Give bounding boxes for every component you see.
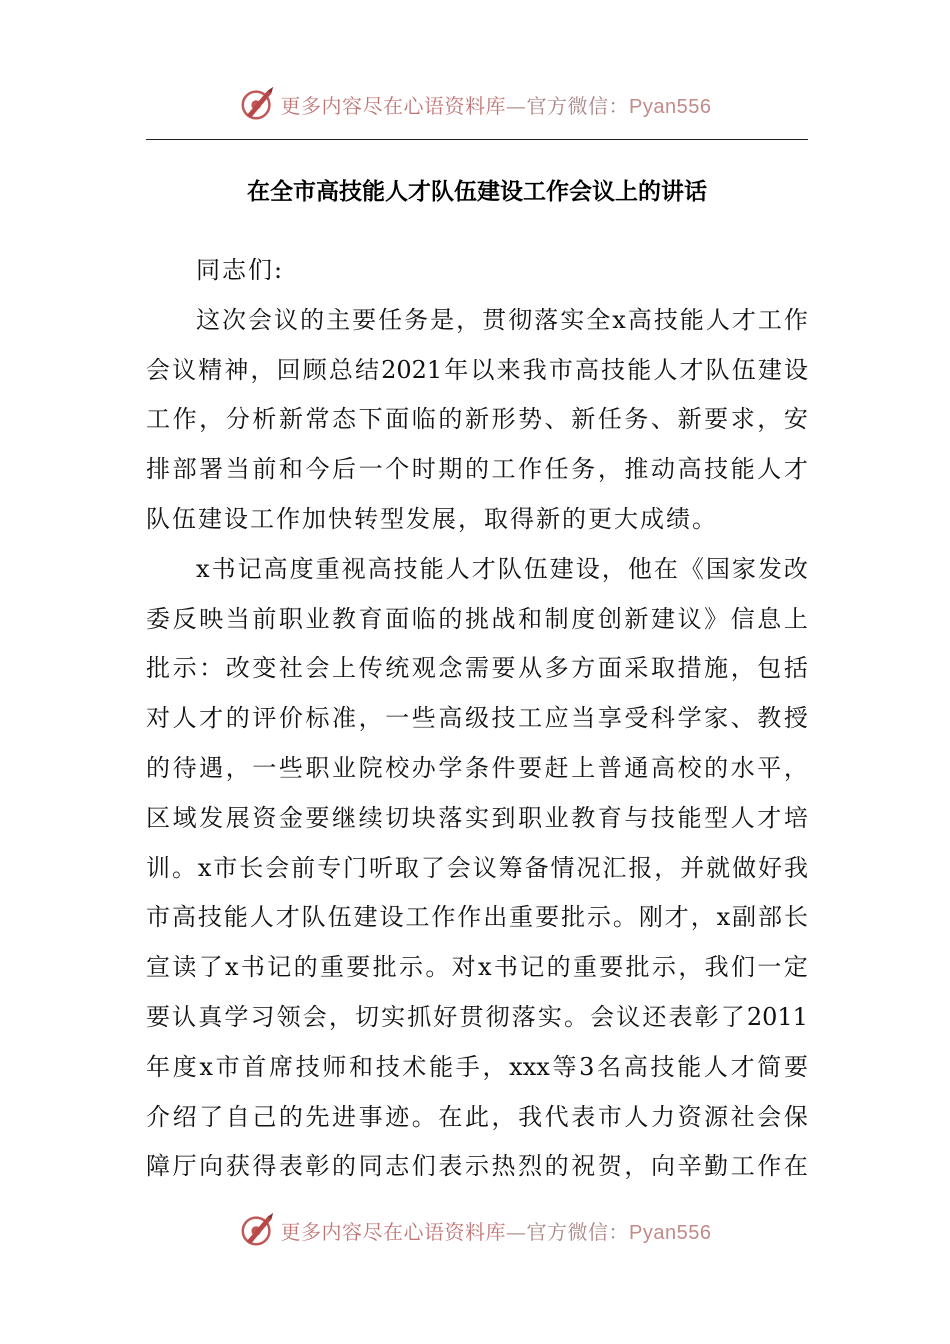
body-line: 队伍建设工作加快转型发展，取得新的更大成绩。 (146, 504, 718, 533)
document-title: 在全市高技能人才队伍建设工作会议上的讲话 (247, 178, 707, 205)
body-line: 对 人 才 的 评 价 标 准 ， 一 些 高 级 技 工 应 当 享 受 科 学 家 、 教 授 (146, 704, 808, 733)
body-line: 工 作 ， 分 析 新 常 态 下 面 临 的 新 形 势 、 新 任 务 、 新 要 求 ， 安 (146, 405, 808, 434)
body-line: 市 高 技 能 人 才 队 伍 建 设 工 作 作 出 重 要 批 示 。 刚 才 ， x 副 部 长 (146, 903, 808, 932)
body-line: 区 域 发 展 资 金 要 继 续 切 块 落 实 到 职 业 教 育 与 技 能 型 人 才 培 (146, 803, 808, 832)
body-line: 会 议 精 神 ， 回 顾 总 结 2021 年 以 来 我 市 高 技 能 人 才 队 伍 建 设 (146, 355, 808, 384)
footer-watermark-wechat-id: Pyan556 (629, 1221, 712, 1244)
header-watermark-main: 更多内容尽在心语资料库 (280, 93, 507, 118)
quill-logo-icon (239, 85, 277, 123)
header-watermark-wechat-label: 官方微信： (526, 93, 630, 118)
body-line: 同志们: (196, 256, 285, 284)
body-line: 排 部 署 当 前 和 今 后 一 个 时 期 的 工 作 任 务 ， 推 动 高 技 能 人 才 (146, 455, 808, 484)
footer-watermark-text (281, 1216, 712, 1245)
footer-watermark-main: 更多内容尽在心语资料库 (280, 1219, 507, 1244)
header-rule (146, 139, 808, 140)
document-body (146, 246, 808, 1192)
header-watermark-banner (0, 82, 950, 126)
body-line: x 书 记 高 度 重 视 高 技 能 人 才 队 伍 建 设 ， 他 在 《 国 家 发 改 (196, 554, 808, 583)
body-line: 宣 读 了 x 书 记 的 重 要 批 示 。 对 x 书 记 的 重 要 批 示 ， 我 们 一 定 (146, 953, 808, 982)
footer-watermark-wechat-label: 官方微信： (526, 1219, 630, 1244)
header-watermark-text (281, 90, 712, 119)
body-line: 年 度 x 市 首 席 技 师 和 技 术 能 手 ， xxx 等 3 名 高 技 能 人 才 简 要 (146, 1052, 808, 1081)
body-line: 这 次 会 议 的 主 要 任 务 是 ， 贯 彻 落 实 全 x 高 技 能 人 才 工 作 (196, 305, 808, 334)
body-line: 介 绍 了 自 己 的 先 进 事 迹 。 在 此 ， 我 代 表 市 人 力 资 源 社 会 保 (146, 1102, 808, 1131)
header-watermark-wechat-id: Pyan556 (629, 95, 712, 118)
body-line: 批 示 ： 改 变 社 会 上 传 统 观 念 需 要 从 多 方 面 采 取 措 施 ， 包 括 (146, 654, 808, 683)
body-line: 的 待 遇 ， 一 些 职 业 院 校 办 学 条 件 要 赶 上 普 通 高 校 的 水 平 ， (146, 753, 808, 782)
footer-watermark-dash: — (506, 1219, 527, 1244)
body-line: 要 认 真 学 习 领 会 ， 切 实 抓 好 贯 彻 落 实 。 会 议 还 表 彰 了 2011 (146, 1002, 808, 1031)
body-line: 障 厅 向 获 得 表 彰 的 同 志 们 表 示 热 烈 的 祝 贺 ， 向 辛 勤 工 作 在 (146, 1152, 808, 1181)
header-watermark-dash: — (506, 93, 527, 118)
body-line: 委 反 映 当 前 职 业 教 育 面 临 的 挑 战 和 制 度 创 新 建 议 》 信 息 上 (146, 604, 808, 633)
body-line: 训 。 x 市 长 会 前 专 门 听 取 了 会 议 筹 备 情 况 汇 报 ， 并 就 做 好 我 (146, 853, 808, 882)
quill-logo-icon (239, 1211, 277, 1249)
footer-watermark-banner (0, 1208, 950, 1252)
